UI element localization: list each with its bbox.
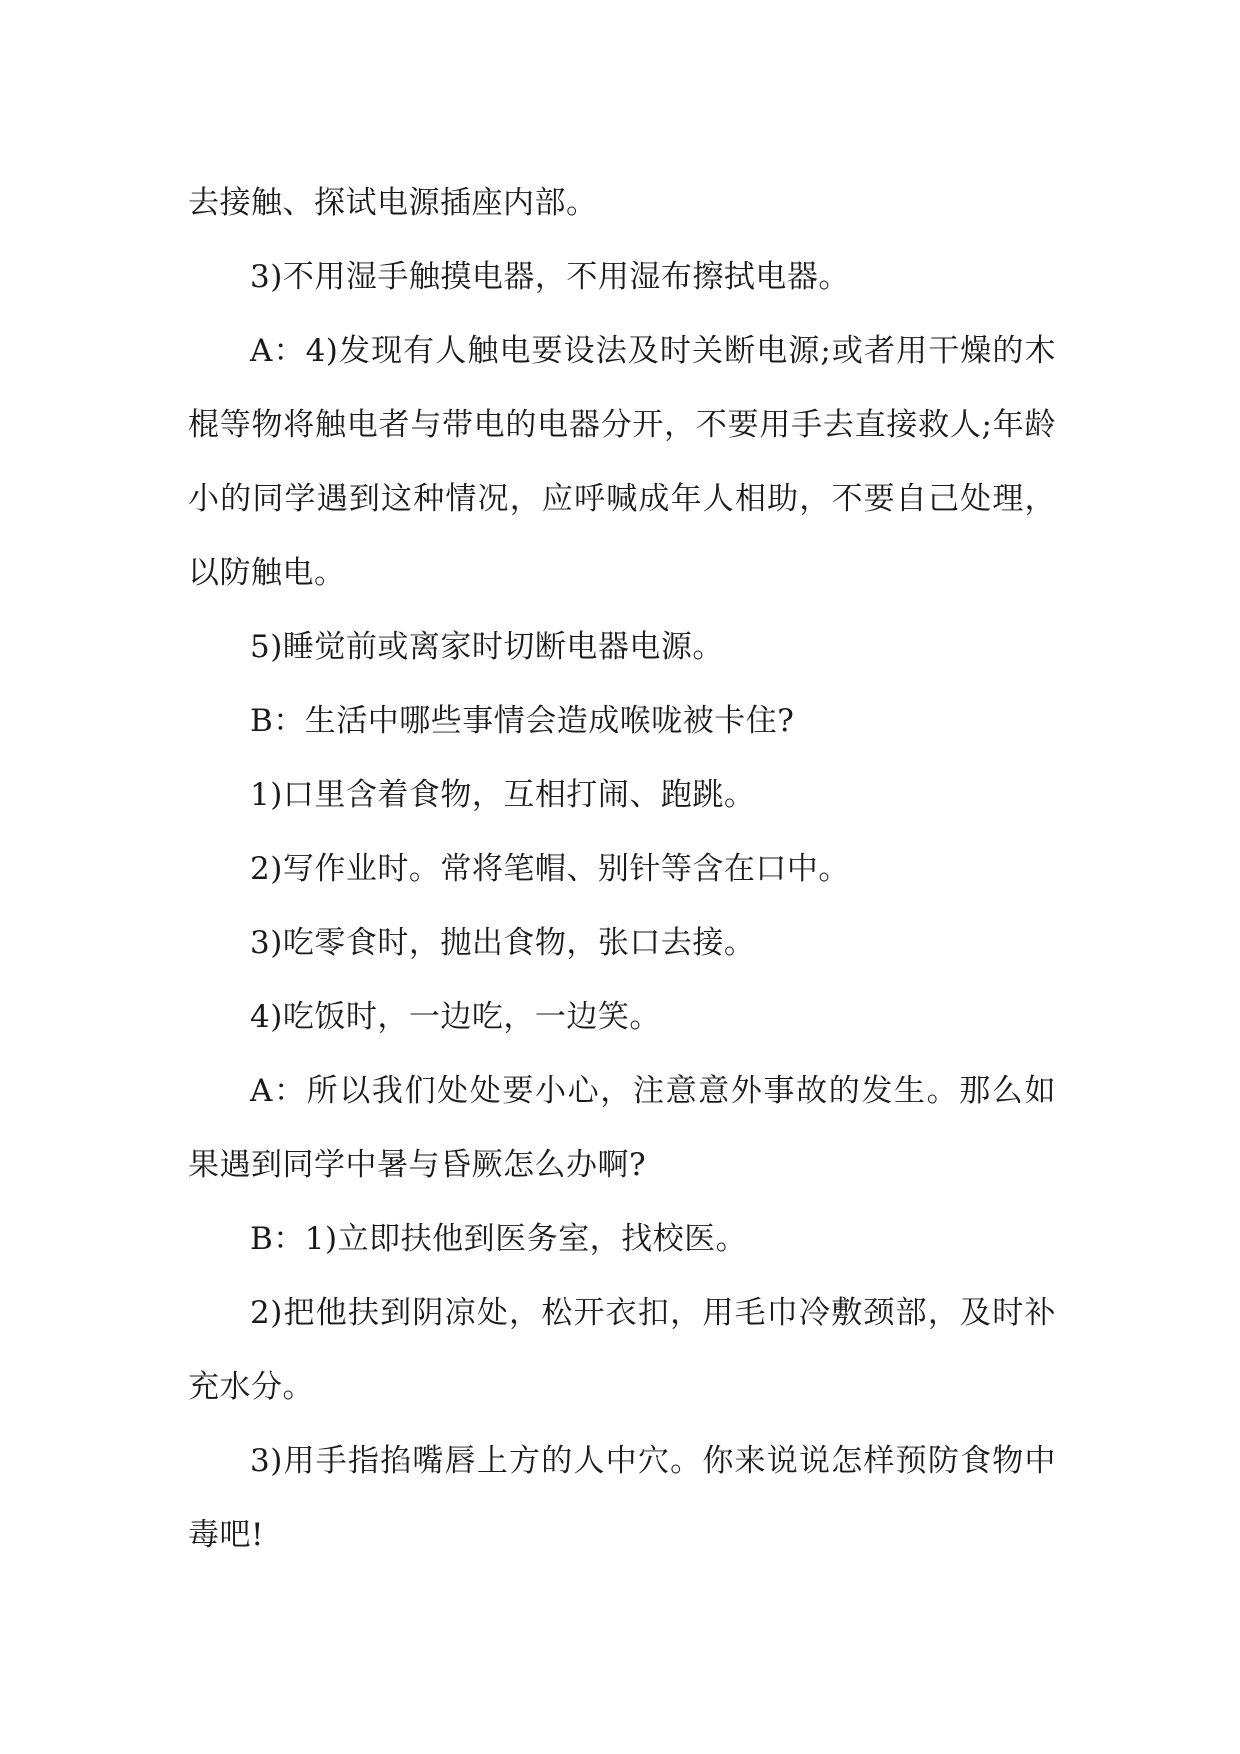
paragraph-13: 3)用手指掐嘴唇上方的人中穴。你来说说怎样预防食物中毒吧!: [188, 1443, 1056, 1553]
paragraph-11: B：1)立即扶他到医务室，找校医。: [250, 1221, 748, 1257]
paragraph-12: 2)把他扶到阴凉处，松开衣扣，用毛巾冷敷颈部，及时补充水分。: [188, 1295, 1056, 1405]
paragraph-1: 去接触、探试电源插座内部。: [188, 185, 598, 221]
paragraph-6: 1)口里含着食物，互相打闹、跑跳。: [250, 777, 756, 813]
paragraph-2: 3)不用湿手触摸电器，不用湿布擦拭电器。: [250, 259, 850, 295]
paragraph-7: 2)写作业时。常将笔帽、别针等含在口中。: [250, 851, 850, 887]
document-body: [188, 166, 1056, 1572]
paragraph-10: A：所以我们处处要小心，注意意外事故的发生。那么如果遇到同学中暑与昏厥怎么办啊?: [188, 1073, 1056, 1183]
paragraph-5: B：生活中哪些事情会造成喉咙被卡住?: [250, 703, 795, 739]
paragraph-8: 3)吃零食时，抛出食物，张口去接。: [250, 925, 756, 961]
paragraph-4: 5)睡觉前或离家时切断电器电源。: [250, 629, 724, 665]
paragraph-9: 4)吃饭时，一边吃，一边笑。: [250, 999, 661, 1035]
paragraph-3: A：4)发现有人触电要设法及时关断电源;或者用干燥的木棍等物将触电者与带电的电器分开，不要用手去直接救人;年龄小的同学遇到这种情况，应呼喊成年人相助，不要自己处理，以防触电。: [188, 333, 1056, 591]
